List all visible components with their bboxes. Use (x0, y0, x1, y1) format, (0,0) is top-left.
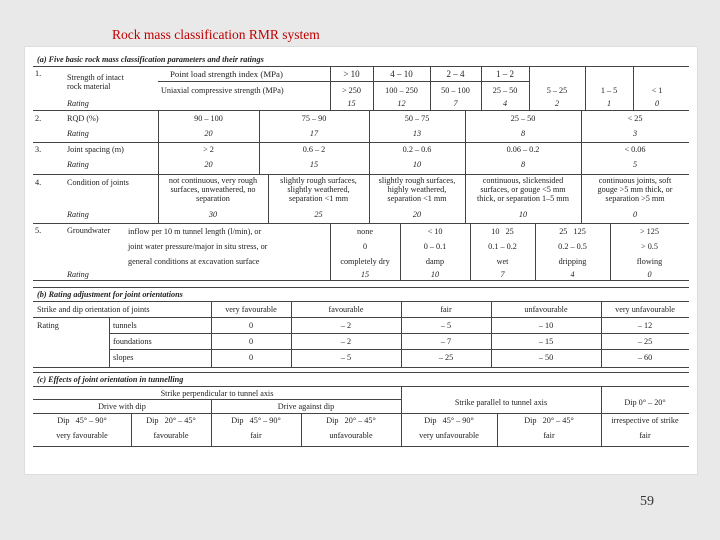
dip-range: Dip 20° – 45° (524, 416, 574, 425)
rating-label: Rating (67, 160, 89, 169)
row4-parameter: Condition of joints (67, 178, 129, 187)
adjustment-value: – 12 (637, 321, 653, 330)
rule (33, 142, 689, 143)
orientation-verdict: very unfavourable (419, 431, 479, 440)
rating-value: 17 (309, 129, 319, 138)
groundwater-value: completely dry (340, 257, 390, 266)
rating-value: 7 (500, 270, 505, 279)
pls-value: 4 – 10 (390, 69, 413, 79)
rating-value: 5 (632, 160, 638, 169)
rating-value: 3 (632, 129, 638, 138)
adjustment-value: – 7 (440, 337, 452, 346)
groundwater-value: 0 – 0.1 (423, 242, 447, 251)
section-b-heading: (b) Rating adjustment for joint orientations (37, 290, 183, 299)
adjustment-value: 0 (248, 337, 254, 346)
rating-value: 8 (520, 160, 526, 169)
ucs-value: 100 – 250 (385, 86, 418, 95)
groundwater-value: < 10 (427, 227, 443, 236)
rqd-value: < 25 (627, 114, 643, 123)
row2-parameter: RQD (%) (67, 114, 99, 123)
section-a-heading: (a) Five basic rock mass classification parameters and their ratings (37, 55, 264, 64)
dip-range: Dip 20° – 45° (146, 416, 196, 425)
rule (109, 349, 689, 350)
rule (33, 301, 689, 302)
row3-parameter: Joint spacing (m) (67, 145, 124, 154)
rating-value: 15 (347, 99, 356, 108)
rating-value: 0 (654, 99, 660, 108)
orientation-verdict: favourable (153, 431, 189, 440)
rule (33, 399, 401, 400)
dip-range: Dip 45° – 90° (231, 416, 281, 425)
row1-point-load-label: Point load strength index (MPa) (170, 69, 283, 79)
joint-condition-line: thick, or separation 1–5 mm (476, 194, 570, 203)
adjustment-value: – 2 (340, 321, 352, 330)
joint-condition-line: highly weathered, (387, 185, 447, 194)
adjustment-value: – 5 (340, 353, 352, 362)
joint-condition-line: surfaces, unweathered, no (170, 185, 256, 194)
row2-number: 2. (35, 114, 42, 123)
rqd-value: 25 – 50 (510, 114, 536, 123)
adjustment-value: – 25 (637, 337, 653, 346)
structure-type: slopes (113, 353, 134, 362)
rqd-value: 50 – 75 (404, 114, 430, 123)
ucs-value: 1 – 5 (600, 86, 618, 95)
rating-value: 4 (502, 99, 508, 108)
groundwater-desc-line: general conditions at excavation surface (128, 257, 260, 266)
joint-condition-line: slightly rough surfaces, (280, 176, 357, 185)
joint-condition-line: continuous, slickensided (482, 176, 564, 185)
rating-value: 4 (570, 270, 575, 279)
row5-number: 5. (35, 226, 42, 235)
adjustment-value: – 15 (538, 337, 554, 346)
rating-value: 13 (412, 129, 422, 138)
adjustment-rating-label: Rating (37, 321, 59, 330)
orientation-header: very unfavourable (615, 305, 675, 314)
groundwater-value: flowing (636, 257, 663, 266)
row1-number: 1. (35, 69, 42, 78)
rule (33, 174, 689, 175)
spacing-value: < 0.06 (624, 145, 646, 154)
dip-range: Dip 20° – 45° (326, 416, 376, 425)
orientation-header: fair (440, 305, 452, 314)
rating-value: 15 (309, 160, 319, 169)
rating-value: 10 (518, 210, 528, 219)
spacing-value: > 2 (203, 145, 214, 154)
joint-condition-line: continuous joints, soft (598, 176, 672, 185)
spacing-value: 0.06 – 0.2 (506, 145, 540, 154)
rule (33, 367, 689, 368)
groundwater-value: damp (425, 257, 445, 266)
orientation-header: Strike and dip orientation of joints (37, 305, 150, 314)
rating-value: 12 (397, 99, 406, 108)
joint-condition-line: slightly rough surfaces, (378, 176, 456, 185)
rule (33, 223, 689, 224)
adjustment-value: 0 (248, 353, 254, 362)
rating-value: 30 (208, 210, 218, 219)
drive-with-dip-label: Drive with dip (98, 402, 146, 411)
rqd-value: 75 – 90 (301, 114, 327, 123)
adjustment-value: 0 (248, 321, 254, 330)
rule (33, 386, 689, 387)
drive-against-dip-label: Drive against dip (277, 402, 335, 411)
rqd-value: 90 – 100 (194, 114, 223, 123)
rating-label: Rating (67, 270, 89, 279)
adjustment-value: – 25 (438, 353, 454, 362)
groundwater-value: dripping (558, 257, 587, 266)
ucs-value: > 250 (342, 86, 361, 95)
joint-condition-line: separation <1 mm (288, 194, 349, 203)
joint-condition-line: not continuous, very rough (168, 176, 258, 185)
rule (33, 446, 689, 447)
adjustment-value: – 60 (637, 353, 653, 362)
spacing-value: 0.6 – 2 (302, 145, 326, 154)
joint-condition-line: surfaces, or gouge <5 mm (480, 185, 566, 194)
orientation-verdict: fair (250, 431, 262, 440)
groundwater-value: none (357, 227, 373, 236)
rule (33, 287, 689, 288)
rating-value: 20 (204, 129, 213, 138)
strike-perpendicular-label: Strike perpendicular to tunnel axis (160, 389, 274, 398)
rating-value: 1 (606, 99, 612, 108)
rating-value: 20 (204, 160, 213, 169)
groundwater-value: > 125 (640, 227, 659, 236)
dip-range: Dip 45° – 90° (57, 416, 107, 425)
pls-value: 2 – 4 (446, 69, 465, 79)
rule (109, 333, 689, 334)
rating-value: 8 (520, 129, 526, 138)
row1-ucs-label: Uniaxial compressive strength (MPa) (161, 86, 284, 95)
rule (33, 110, 689, 111)
groundwater-value: 0 (362, 242, 368, 251)
rule (33, 372, 689, 373)
rating-value: 0 (647, 270, 652, 279)
groundwater-desc-line: inflow per 10 m tunnel length (l/min), or (128, 227, 262, 236)
rating-value: 20 (412, 210, 422, 219)
pls-value: > 10 (343, 69, 360, 79)
strike-parallel-label: Strike parallel to tunnel axis (454, 398, 548, 407)
ucs-value: 5 – 25 (546, 86, 568, 95)
dip-any-label: Dip 0° – 20° (624, 398, 666, 407)
section-c-heading: (c) Effects of joint orientation in tunnelling (37, 375, 184, 384)
ucs-value: 25 – 50 (492, 86, 518, 95)
row1-parameter-2: rock material (67, 82, 111, 91)
rating-value: 0 (632, 210, 638, 219)
dip-range: irrespective of strike (611, 416, 679, 425)
groundwater-desc-line: joint water pressure/major in situ stress, or (128, 242, 268, 251)
orientation-verdict: very favourable (56, 431, 108, 440)
rule (109, 317, 110, 367)
adjustment-value: – 10 (538, 321, 554, 330)
row3-number: 3. (35, 145, 42, 154)
rmr-table-sheet (24, 46, 698, 475)
rating-label: Rating (67, 99, 89, 108)
groundwater-value: > 0.5 (641, 242, 658, 251)
joint-condition-line: separation (196, 194, 230, 203)
orientation-header: very favourable (225, 305, 277, 314)
rating-value: 7 (453, 99, 458, 108)
joint-condition-line: separation >5 mm (605, 194, 665, 203)
joint-condition-line: gouge >5 mm thick, or (597, 185, 673, 194)
rating-label: Rating (67, 210, 89, 219)
adjustment-value: – 5 (440, 321, 452, 330)
adjustment-value: – 2 (340, 337, 352, 346)
dip-range: Dip 45° – 90° (424, 416, 474, 425)
orientation-header: unfavourable (524, 305, 568, 314)
groundwater-value: 0.1 – 0.2 (488, 242, 517, 251)
row5-parameter: Groundwater (67, 226, 111, 235)
orientation-verdict: fair (543, 431, 555, 440)
orientation-verdict: unfavourable (329, 431, 373, 440)
row1-parameter: Strength of intact (67, 73, 124, 82)
rule (158, 81, 529, 82)
rating-value: 2 (554, 99, 560, 108)
row4-number: 4. (35, 178, 42, 187)
groundwater-value: 10 25 (491, 227, 514, 236)
groundwater-value: wet (496, 257, 509, 266)
page-title: Rock mass classification RMR system (112, 27, 320, 42)
ucs-value: 50 – 100 (441, 86, 470, 95)
spacing-value: 0.2 – 0.6 (402, 145, 432, 154)
structure-type: foundations (113, 337, 152, 346)
rule (33, 66, 689, 67)
orientation-verdict: fair (639, 431, 651, 440)
groundwater-value: 0.2 – 0.5 (558, 242, 587, 251)
rating-label: Rating (67, 129, 89, 138)
rating-value: 15 (360, 270, 370, 279)
page-number: 59 (640, 494, 654, 509)
rule (33, 317, 689, 318)
orientation-header: favourable (328, 305, 364, 314)
joint-condition-line: slightly weathered, (287, 185, 350, 194)
rule (33, 280, 689, 281)
ucs-value: < 1 (651, 86, 663, 95)
structure-type: tunnels (113, 321, 137, 330)
rating-value: 10 (412, 160, 422, 169)
joint-condition-line: separation <1 mm (387, 194, 447, 203)
adjustment-value: – 50 (538, 353, 554, 362)
pls-value: 1 – 2 (496, 69, 514, 79)
groundwater-value: 25 125 (559, 227, 586, 236)
rating-value: 25 (314, 210, 323, 219)
rating-value: 10 (430, 270, 440, 279)
